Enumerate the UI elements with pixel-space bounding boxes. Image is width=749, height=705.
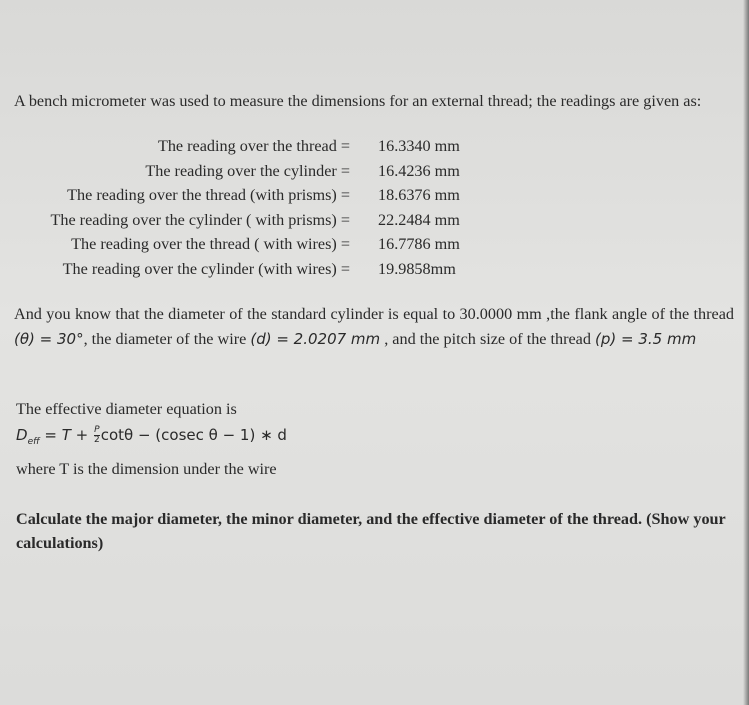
reading-label: The reading over the cylinder (with wires) =: [62, 259, 350, 278]
reading-row: [0, 183, 520, 208]
reading-value: 16.3340 mm: [378, 137, 460, 155]
given-values-paragraph: [14, 302, 734, 352]
reading-value: 16.4236 mm: [378, 161, 460, 180]
readings-list: [0, 134, 520, 281]
flank-angle-expression: (θ) = 30°: [14, 330, 84, 348]
fraction-numerator: P: [94, 425, 100, 435]
pitch-over-two-fraction: [94, 426, 100, 445]
pitch-expression: (p) = 3.5 mm: [595, 330, 697, 348]
equation-lhs: D: [16, 426, 28, 444]
equation-where-note: where T is the dimension under the wire: [16, 460, 277, 478]
reading-value: 16.7786 mm: [378, 235, 460, 253]
page-edge-shadow: [743, 0, 749, 705]
reading-label: The reading over the thread (with prisms) =: [67, 186, 350, 204]
reading-row: [0, 159, 520, 184]
reading-value: 18.6376 mm: [378, 186, 460, 204]
reading-row: [0, 208, 520, 233]
given-text-1: And you know that the diameter of the standard cylinder is equal to 30.0000 mm ,the flank angle of the thread: [14, 305, 734, 323]
equation-part-1: = T +: [39, 426, 93, 444]
wire-diameter-expression: (d) = 2.0207 mm: [250, 330, 381, 348]
reading-row: [0, 232, 520, 257]
equation-heading: The effective diameter equation is: [16, 400, 237, 418]
given-text-3: , and the pitch size of the thread: [380, 330, 596, 348]
reading-label: The reading over the thread =: [157, 137, 350, 155]
reading-row: [0, 134, 520, 159]
intro-paragraph: A bench micrometer was used to measure the dimensions for an external thread; the readings are given as:: [14, 92, 702, 110]
reading-label: The reading over the cylinder ( with prisms) =: [50, 210, 350, 229]
reading-value: 22.2484 mm: [378, 210, 460, 229]
equation-part-2: cotθ − (cosec θ − 1) ∗ d: [100, 426, 287, 444]
reading-row: [0, 257, 520, 282]
reading-label: The reading over the thread ( with wires) =: [71, 235, 350, 253]
effective-diameter-equation: [16, 424, 287, 453]
reading-label: The reading over the cylinder =: [145, 161, 350, 180]
reading-value: 19.9858mm: [378, 259, 456, 278]
equation-lhs-subscript: eff: [27, 437, 40, 447]
fraction-denominator: 2: [93, 435, 100, 445]
given-text-2: , the diameter of the wire: [83, 330, 251, 348]
task-statement: Calculate the major diameter, the minor diameter, and the effective diameter of the thread. (Show your calculations): [16, 510, 726, 552]
